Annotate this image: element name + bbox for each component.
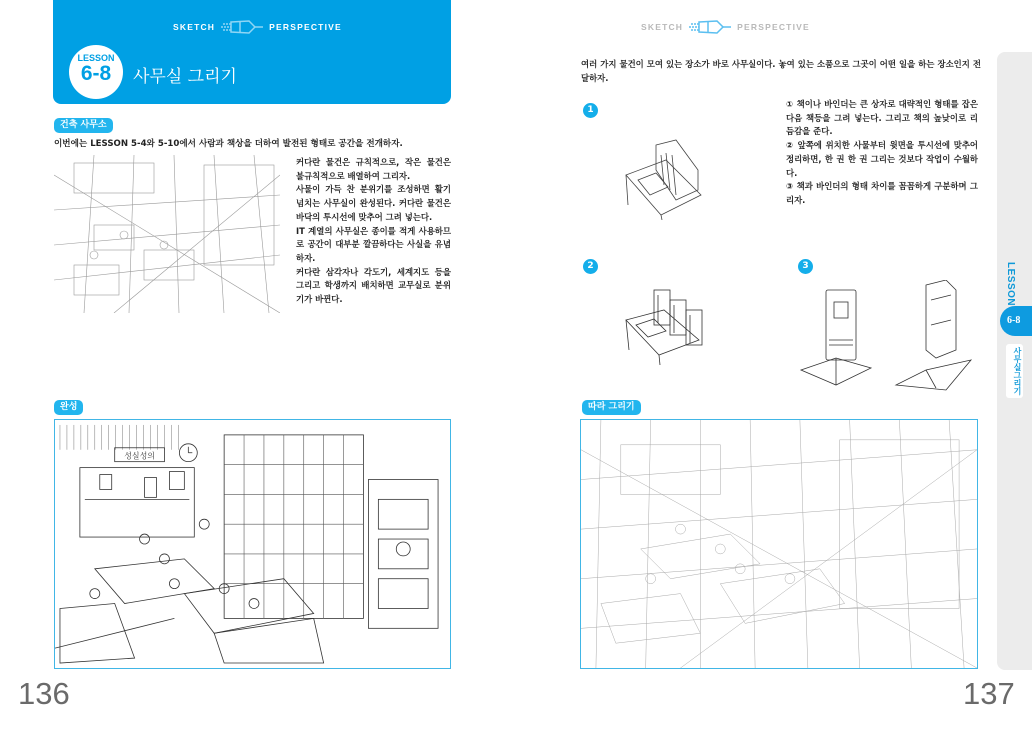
lesson-badge bbox=[69, 45, 123, 99]
series-word-perspective: PERSPECTIVE bbox=[269, 22, 342, 32]
right-page bbox=[516, 0, 1032, 729]
trace-pill: 따라 그리기 bbox=[582, 400, 641, 415]
side-tab-title: 사무실그리기 bbox=[1006, 344, 1023, 398]
trace-drawing-canvas bbox=[580, 419, 978, 669]
body-paragraph: 커다란 삼각자나 각도기, 세계지도 등을 그리고 학생까지 배치하면 교무실로 분위기가 바뀐다. bbox=[296, 266, 451, 305]
lesson-header bbox=[53, 0, 451, 104]
series-word-sketch: SKETCH bbox=[641, 22, 684, 32]
finished-pill: 완성 bbox=[54, 400, 83, 415]
step-2-sketch bbox=[624, 285, 719, 365]
step-1-sketch bbox=[616, 135, 711, 220]
body-paragraph: 커다란 물건은 규칙적으로, 작은 물건은 불규칙적으로 배열하여 그리자. bbox=[296, 157, 451, 181]
perspective-box-icon bbox=[221, 20, 263, 34]
step-instructions bbox=[786, 98, 978, 208]
lesson-number: 6-8 bbox=[80, 62, 112, 85]
lesson-word: LESSON bbox=[77, 53, 115, 63]
side-tab-number: 6-8 bbox=[1000, 306, 1032, 336]
finished-office-illustration bbox=[54, 419, 451, 669]
office-perspective-sketch bbox=[54, 155, 280, 313]
section-pill: 건축 사무소 bbox=[54, 118, 113, 133]
step-number-1: 1 bbox=[583, 103, 598, 118]
step-3-sketch bbox=[796, 280, 981, 395]
step-1-text: ① 책이나 바인더는 큰 상자로 대략적인 형태를 잡은 다음 책등을 그려 넣는다. 그리고 책의 높낮이로 리듬감을 준다. bbox=[786, 99, 978, 137]
body-paragraph: IT 계열의 사무실은 종이를 적게 사용하므로 공간이 대부분 깔끔하다는 사실을 유념하자. bbox=[296, 225, 451, 263]
side-tab-lesson: LESSON bbox=[1005, 262, 1016, 307]
perspective-box-icon bbox=[689, 20, 731, 34]
step-2-text: ② 앞쪽에 위치한 사물부터 윗면을 투시선에 맞추어 정리하면, 한 권 한 권 그리는 것보다 작업이 수월하다. bbox=[786, 140, 978, 178]
body-text bbox=[296, 156, 451, 307]
step-number-3: 3 bbox=[798, 259, 813, 274]
step-number-2: 2 bbox=[583, 259, 598, 274]
sign-text: 성실성의 bbox=[124, 451, 155, 461]
step-3-text: ③ 책과 바인더의 형태 차이를 꼼꼼하게 구분하며 그리자. bbox=[786, 181, 978, 205]
page-number-right: 137 bbox=[963, 676, 1015, 711]
intro-text: 이번에는 LESSON 5-4와 5-10에서 사람과 책상을 더하여 발전된 형태로 공간을 전개하자. bbox=[54, 139, 403, 149]
lesson-title: 사무실 그리기 bbox=[133, 67, 237, 87]
right-intro-text: 여러 가지 물건이 모여 있는 장소가 바로 사무실이다. 놓여 있는 소품으로 그곳이 어떤 일을 하는 장소인지 전달하자. bbox=[581, 59, 981, 83]
chapter-side-tab[interactable] bbox=[997, 52, 1032, 670]
series-logo bbox=[641, 20, 810, 34]
series-word-perspective: PERSPECTIVE bbox=[737, 22, 810, 32]
series-logo bbox=[173, 20, 342, 34]
series-word-sketch: SKETCH bbox=[173, 22, 216, 32]
body-paragraph: 사물이 가득 찬 분위기를 조성하면 활기 넘치는 사무실이 완성된다. 커다란 물건은 바닥의 투시선에 맞추어 그려 넣는다. bbox=[296, 184, 451, 222]
page-number-left: 136 bbox=[18, 676, 70, 711]
